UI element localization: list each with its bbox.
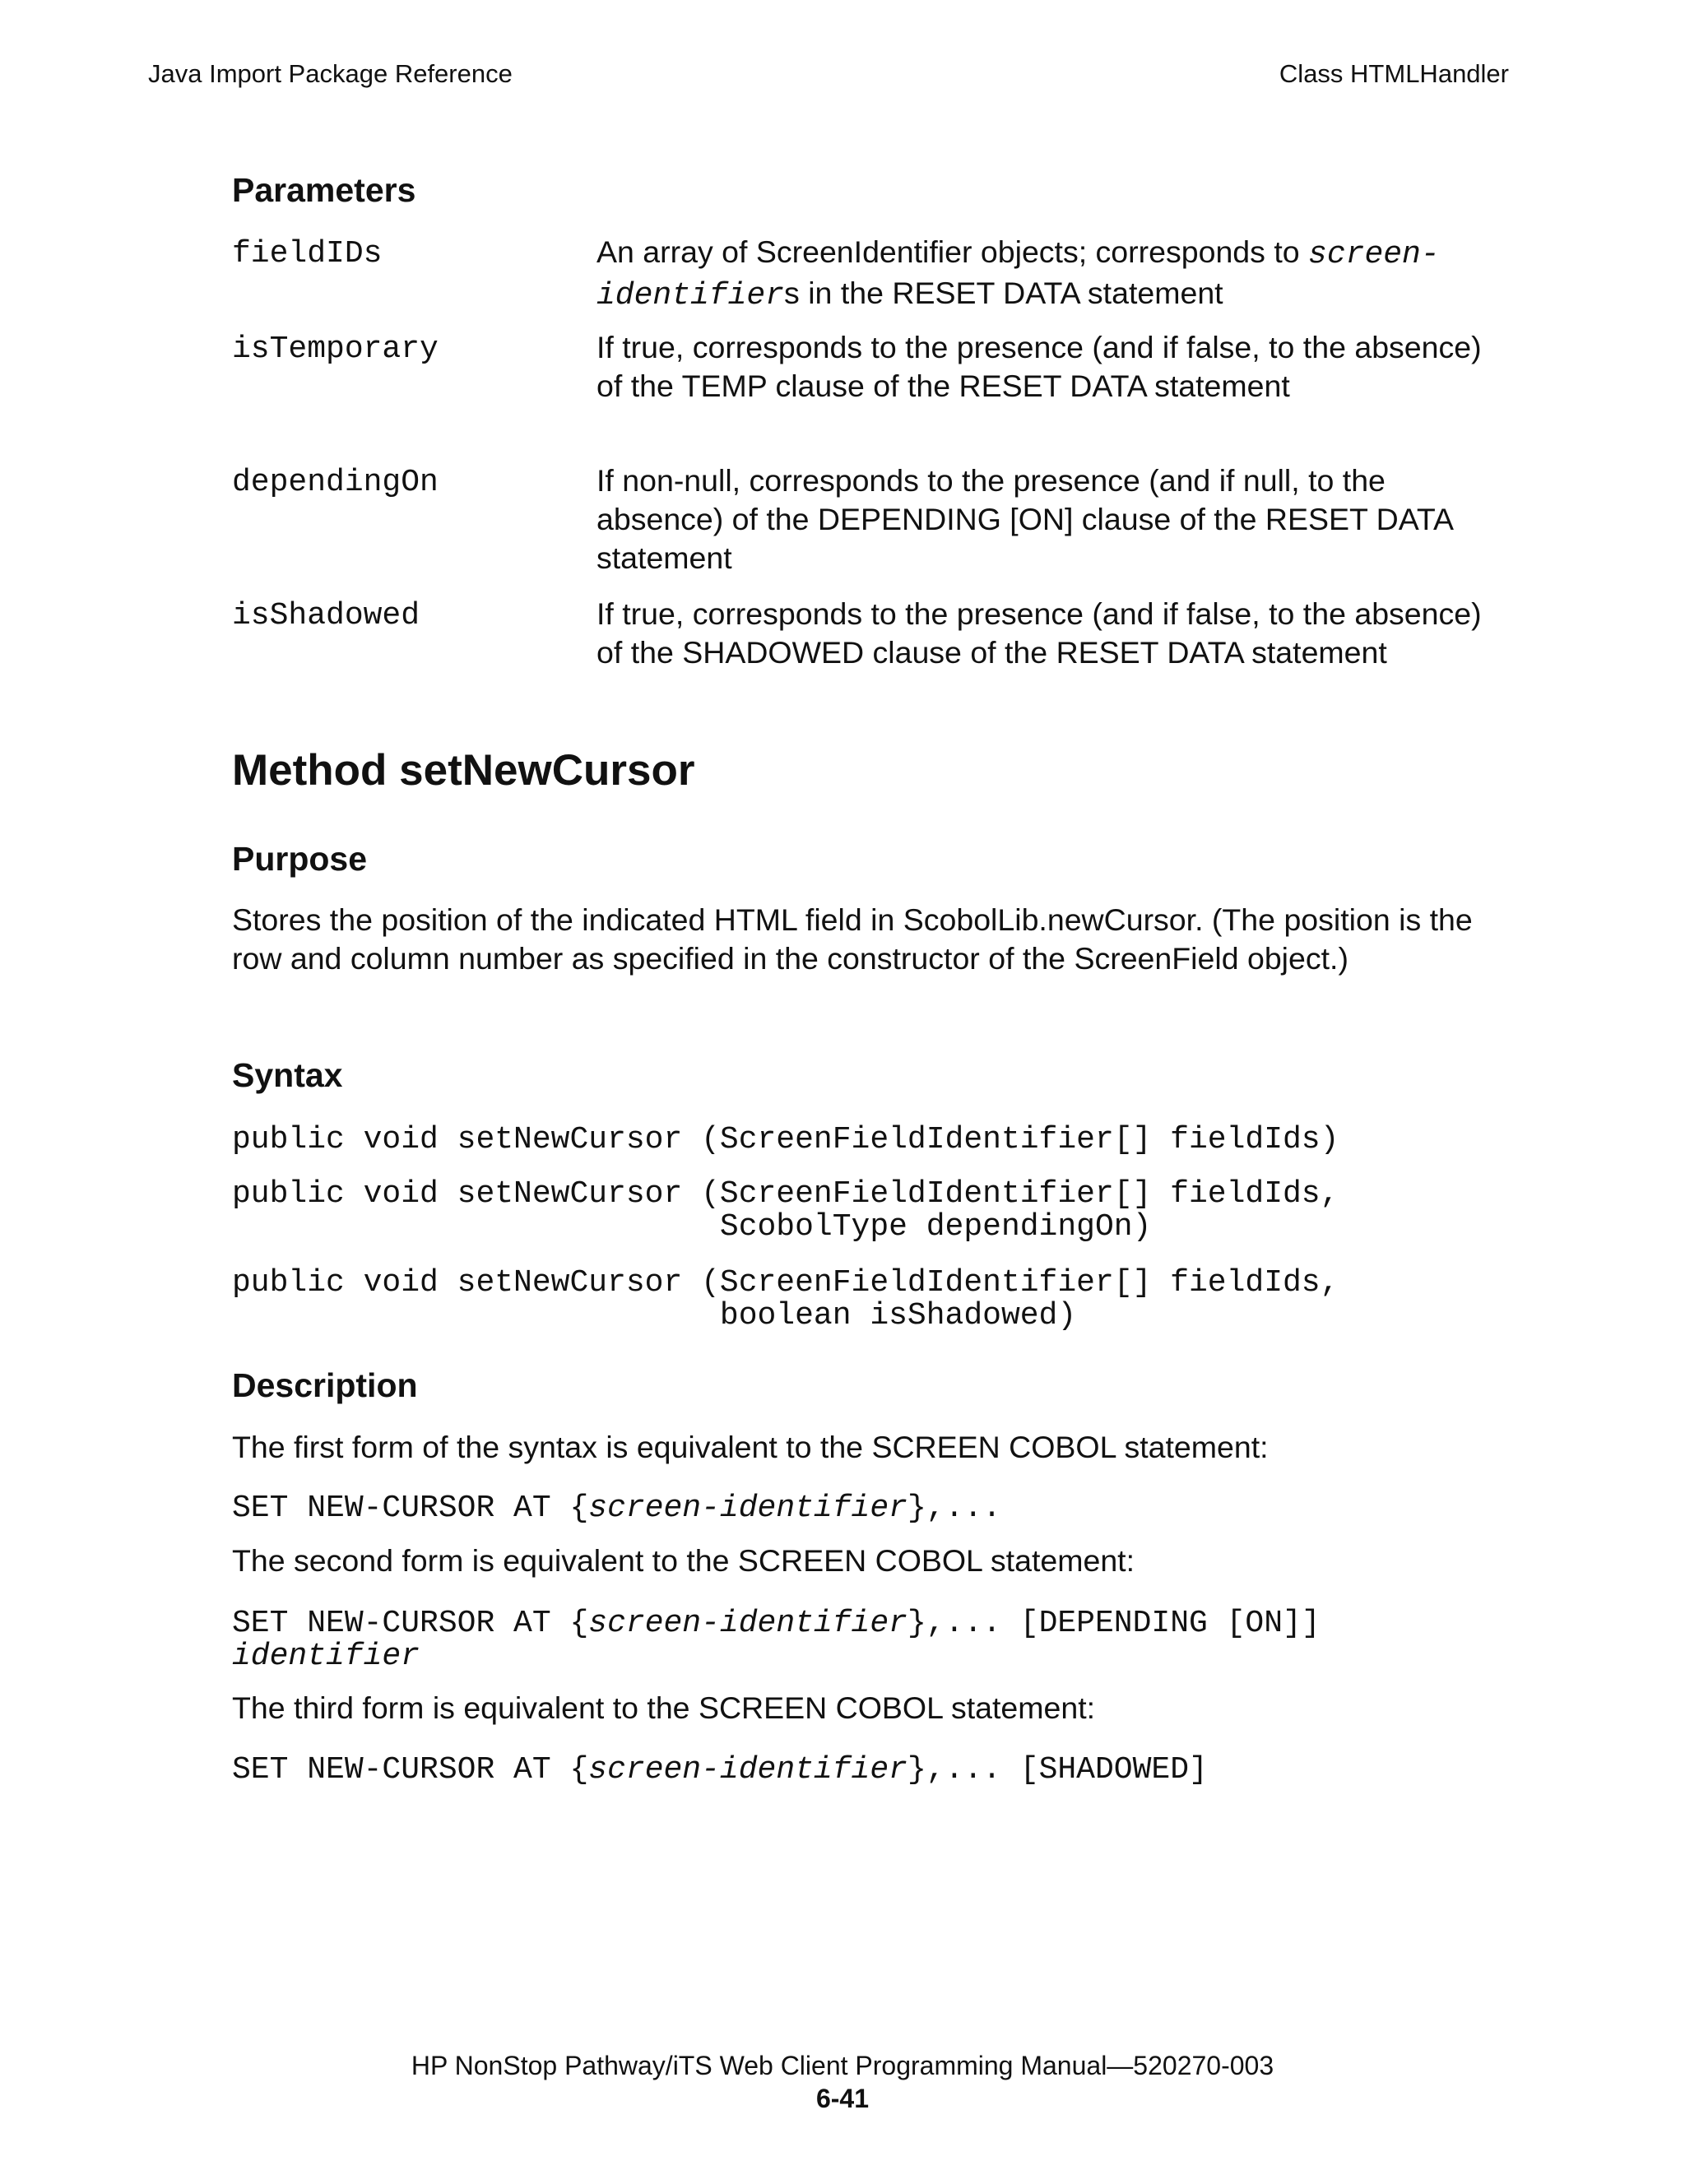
param-name-istemporary: isTemporary xyxy=(232,332,439,367)
method-title: Method setNewCursor xyxy=(232,746,695,795)
syntax-line-3-cont: boolean isShadowed) xyxy=(232,1298,1077,1333)
param-desc-code: screen-identifier xyxy=(596,237,1440,313)
description-second: The second form is equivalent to the SCREEN COBOL statement: xyxy=(232,1543,1135,1578)
code-text: },... [SHADOWED] xyxy=(907,1752,1208,1788)
running-header-right: Class HTMLHandler xyxy=(1279,59,1509,88)
page-number: 6-41 xyxy=(815,2084,870,2113)
code-block-2-cont: identifier xyxy=(232,1639,420,1674)
code-block-3 xyxy=(232,1754,1208,1787)
description-first: The first form of the syntax is equivalent to the SCREEN COBOL statement: xyxy=(232,1430,1269,1464)
code-placeholder: screen-identifier xyxy=(588,1752,907,1788)
code-text: },... [DEPENDING [ON]] xyxy=(907,1606,1321,1641)
description-third: The third form is equivalent to the SCREEN COBOL statement: xyxy=(232,1690,1096,1725)
param-name-fieldids: fieldIDs xyxy=(232,236,383,271)
footer-manual-title: HP NonStop Pathway/iTS Web Client Programming Manual—520270-003 xyxy=(411,2051,1274,2080)
code-text: SET NEW-CURSOR AT { xyxy=(232,1606,589,1641)
syntax-line-3: public void setNewCursor (ScreenFieldIdentifier[] fieldIds, xyxy=(232,1265,1339,1301)
param-desc-isshadowed: If true, corresponds to the presence (and if false, to the absence) of the SHADOWED clause of the RESET DATA statement xyxy=(596,596,1482,670)
param-desc-text: s in the RESET DATA statement xyxy=(784,276,1223,310)
param-desc-istemporary: If true, corresponds to the presence (and if false, to the absence) of the TEMP clause of the RESET DATA statement xyxy=(596,330,1482,403)
param-desc-dependingon: If non-null, corresponds to the presence (and if null, to the absence) of the DEPENDING [ON] clause of the RESET DATA statement xyxy=(596,463,1453,575)
syntax-line-1: public void setNewCursor (ScreenFieldIdentifier[] fieldIds) xyxy=(232,1122,1339,1157)
param-name-isshadowed: isShadowed xyxy=(232,598,420,633)
purpose-text: Stores the position of the indicated HTML field in ScobolLib.newCursor. (The position is the row and column number as specified in the constructor of the ScreenField object.) xyxy=(232,902,1473,976)
code-text: SET NEW-CURSOR AT { xyxy=(232,1752,589,1788)
code-block-2 xyxy=(232,1607,1321,1640)
purpose-heading: Purpose xyxy=(232,840,368,878)
parameters-heading: Parameters xyxy=(232,171,416,209)
param-desc-fieldids xyxy=(596,233,1502,315)
param-name-dependingon: dependingOn xyxy=(232,465,439,500)
syntax-line-2: public void setNewCursor (ScreenFieldIdentifier[] fieldIds, xyxy=(232,1176,1339,1212)
code-placeholder: screen-identifier xyxy=(588,1491,907,1526)
running-header-left: Java Import Package Reference xyxy=(148,59,513,88)
description-heading: Description xyxy=(232,1366,418,1404)
syntax-heading: Syntax xyxy=(232,1056,343,1094)
param-desc-text: An array of ScreenIdentifier objects; corresponds to xyxy=(596,234,1309,269)
code-text: SET NEW-CURSOR AT { xyxy=(232,1491,589,1526)
code-block-1 xyxy=(232,1492,1001,1525)
syntax-line-2-cont: ScobolType dependingOn) xyxy=(232,1209,1152,1245)
code-text: },... xyxy=(907,1491,1001,1526)
code-placeholder: screen-identifier xyxy=(588,1606,907,1641)
